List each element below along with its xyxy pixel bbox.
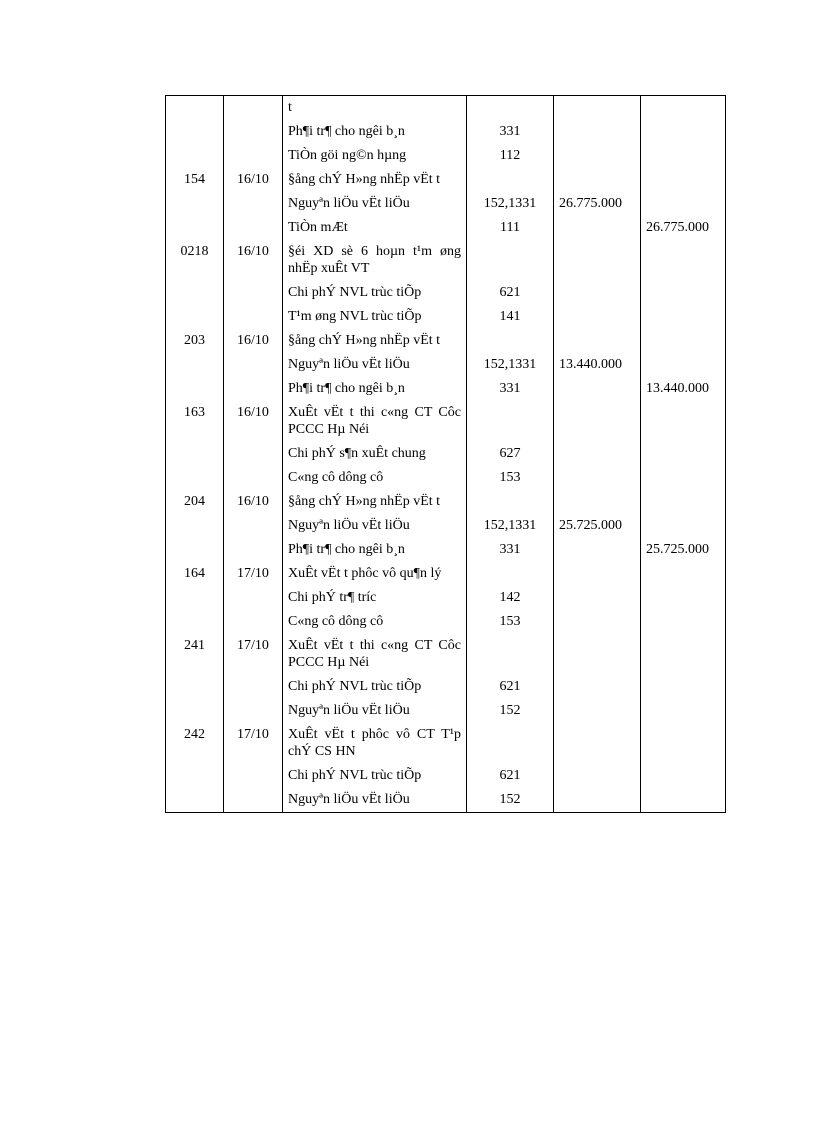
- credit-amount-cell: [641, 401, 726, 442]
- table-row: [166, 788, 726, 813]
- credit-amount-cell: 25.725.000: [641, 538, 726, 562]
- account-cell: [467, 168, 554, 192]
- table-row: [166, 634, 726, 675]
- date-cell: [224, 120, 283, 144]
- table-row: [166, 281, 726, 305]
- credit-amount-cell: 26.775.000: [641, 216, 726, 240]
- document-number-cell: 0218: [166, 240, 224, 281]
- document-number-cell: [166, 216, 224, 240]
- description-cell: TiÒn göi ng©n hµng: [283, 144, 467, 168]
- description-cell: Nguyªn liÖu vËt liÖu: [283, 699, 467, 723]
- document-number-cell: [166, 442, 224, 466]
- debit-amount-cell: 13.440.000: [554, 353, 641, 377]
- account-cell: 152,1331: [467, 514, 554, 538]
- document-number-cell: [166, 305, 224, 329]
- table-row: [166, 240, 726, 281]
- table-row: [166, 675, 726, 699]
- debit-amount-cell: [554, 377, 641, 401]
- credit-amount-cell: [641, 442, 726, 466]
- date-cell: [224, 699, 283, 723]
- debit-amount-cell: [554, 562, 641, 586]
- document-number-cell: 204: [166, 490, 224, 514]
- description-cell: XuÊt vËt t thi c«ng CT Côc PCCC Hµ Néi: [283, 634, 467, 675]
- description-cell: Nguyªn liÖu vËt liÖu: [283, 514, 467, 538]
- table-row: [166, 144, 726, 168]
- account-cell: 153: [467, 610, 554, 634]
- table-row: [166, 442, 726, 466]
- table-row: [166, 562, 726, 586]
- debit-amount-cell: [554, 610, 641, 634]
- description-cell: Nguyªn liÖu vËt liÖu: [283, 788, 467, 813]
- document-number-cell: [166, 192, 224, 216]
- description-cell: §ång chÝ H»ng nhËp vËt t: [283, 490, 467, 514]
- debit-amount-cell: [554, 442, 641, 466]
- account-cell: [467, 490, 554, 514]
- table-row: [166, 538, 726, 562]
- table-row: [166, 192, 726, 216]
- account-cell: [467, 329, 554, 353]
- credit-amount-cell: [641, 723, 726, 764]
- debit-amount-cell: [554, 329, 641, 353]
- credit-amount-cell: [641, 788, 726, 813]
- table-row: [166, 120, 726, 144]
- debit-amount-cell: [554, 466, 641, 490]
- document-number-cell: 242: [166, 723, 224, 764]
- account-cell: 627: [467, 442, 554, 466]
- date-cell: 17/10: [224, 634, 283, 675]
- document-number-cell: [166, 120, 224, 144]
- description-cell: Ph¶i tr¶ cho ngêi b¸n: [283, 120, 467, 144]
- credit-amount-cell: [641, 675, 726, 699]
- document-number-cell: [166, 144, 224, 168]
- table-row: [166, 466, 726, 490]
- credit-amount-cell: [641, 281, 726, 305]
- table-row: [166, 764, 726, 788]
- document-number-cell: [166, 377, 224, 401]
- table-row: [166, 353, 726, 377]
- credit-amount-cell: [641, 634, 726, 675]
- credit-amount-cell: [641, 699, 726, 723]
- date-cell: 16/10: [224, 490, 283, 514]
- debit-amount-cell: [554, 144, 641, 168]
- date-cell: [224, 586, 283, 610]
- document-number-cell: [166, 675, 224, 699]
- account-cell: 621: [467, 675, 554, 699]
- debit-amount-cell: 25.725.000: [554, 514, 641, 538]
- date-cell: [224, 144, 283, 168]
- account-cell: 152,1331: [467, 353, 554, 377]
- credit-amount-cell: [641, 586, 726, 610]
- account-cell: [467, 634, 554, 675]
- document-number-cell: 154: [166, 168, 224, 192]
- table-row: [166, 490, 726, 514]
- account-cell: [467, 401, 554, 442]
- debit-amount-cell: [554, 723, 641, 764]
- date-cell: [224, 192, 283, 216]
- date-cell: 16/10: [224, 240, 283, 281]
- account-cell: 152: [467, 788, 554, 813]
- document-number-cell: [166, 764, 224, 788]
- date-cell: [224, 466, 283, 490]
- debit-amount-cell: [554, 168, 641, 192]
- date-cell: 17/10: [224, 723, 283, 764]
- description-cell: C«ng cô dông cô: [283, 466, 467, 490]
- description-cell: Ph¶i tr¶ cho ngêi b¸n: [283, 377, 467, 401]
- table-row: [166, 216, 726, 240]
- account-cell: [467, 723, 554, 764]
- account-cell: [467, 96, 554, 121]
- date-cell: 16/10: [224, 168, 283, 192]
- account-cell: 142: [467, 586, 554, 610]
- account-cell: 152: [467, 699, 554, 723]
- document-number-cell: 164: [166, 562, 224, 586]
- description-cell: TiÒn mÆt: [283, 216, 467, 240]
- date-cell: 17/10: [224, 562, 283, 586]
- description-cell: Nguyªn liÖu vËt liÖu: [283, 192, 467, 216]
- description-cell: Chi phÝ tr¶ tríc: [283, 586, 467, 610]
- debit-amount-cell: [554, 401, 641, 442]
- description-cell: t: [283, 96, 467, 121]
- table-row: [166, 723, 726, 764]
- debit-amount-cell: [554, 281, 641, 305]
- document-number-cell: [166, 788, 224, 813]
- description-cell: C«ng cô dông cô: [283, 610, 467, 634]
- account-cell: 331: [467, 120, 554, 144]
- account-cell: 112: [467, 144, 554, 168]
- debit-amount-cell: [554, 305, 641, 329]
- credit-amount-cell: [641, 490, 726, 514]
- description-cell: Ph¶i tr¶ cho ngêi b¸n: [283, 538, 467, 562]
- debit-amount-cell: [554, 764, 641, 788]
- debit-amount-cell: [554, 538, 641, 562]
- description-cell: XuÊt vËt t phôc vô qu¶n lý: [283, 562, 467, 586]
- description-cell: XuÊt vËt t thi c«ng CT Côc PCCC Hµ Néi: [283, 401, 467, 442]
- credit-amount-cell: [641, 353, 726, 377]
- date-cell: [224, 788, 283, 813]
- account-cell: 152,1331: [467, 192, 554, 216]
- table-row: [166, 514, 726, 538]
- account-cell: 111: [467, 216, 554, 240]
- date-cell: [224, 305, 283, 329]
- account-cell: 153: [467, 466, 554, 490]
- date-cell: [224, 442, 283, 466]
- debit-amount-cell: [554, 788, 641, 813]
- document-number-cell: [166, 466, 224, 490]
- table-row: [166, 401, 726, 442]
- account-cell: 141: [467, 305, 554, 329]
- document-number-cell: 241: [166, 634, 224, 675]
- description-cell: Chi phÝ NVL trùc tiÕp: [283, 764, 467, 788]
- description-cell: XuÊt vËt t phôc vô CT T¹p chÝ CS HN: [283, 723, 467, 764]
- date-cell: [224, 764, 283, 788]
- debit-amount-cell: [554, 490, 641, 514]
- journal-ledger-table: [165, 95, 726, 813]
- document-number-cell: [166, 538, 224, 562]
- table-row: [166, 377, 726, 401]
- table-row: [166, 699, 726, 723]
- debit-amount-cell: [554, 699, 641, 723]
- date-cell: [224, 281, 283, 305]
- credit-amount-cell: [641, 168, 726, 192]
- table-row: [166, 586, 726, 610]
- document-number-cell: [166, 281, 224, 305]
- account-cell: 331: [467, 377, 554, 401]
- credit-amount-cell: [641, 562, 726, 586]
- document-number-cell: 163: [166, 401, 224, 442]
- credit-amount-cell: [641, 610, 726, 634]
- date-cell: [224, 514, 283, 538]
- document-number-cell: [166, 514, 224, 538]
- credit-amount-cell: [641, 329, 726, 353]
- credit-amount-cell: [641, 192, 726, 216]
- table-row: [166, 305, 726, 329]
- account-cell: [467, 562, 554, 586]
- document-number-cell: [166, 699, 224, 723]
- description-cell: Chi phÝ NVL trùc tiÕp: [283, 281, 467, 305]
- document-number-cell: [166, 610, 224, 634]
- credit-amount-cell: [641, 305, 726, 329]
- description-cell: §ång chÝ H»ng nhËp vËt t: [283, 168, 467, 192]
- date-cell: [224, 610, 283, 634]
- date-cell: [224, 216, 283, 240]
- date-cell: 16/10: [224, 329, 283, 353]
- document-number-cell: [166, 96, 224, 121]
- description-cell: Chi phÝ s¶n xuÊt chung: [283, 442, 467, 466]
- document-number-cell: [166, 353, 224, 377]
- table-row: [166, 96, 726, 121]
- debit-amount-cell: [554, 216, 641, 240]
- account-cell: 621: [467, 764, 554, 788]
- description-cell: Nguyªn liÖu vËt liÖu: [283, 353, 467, 377]
- date-cell: [224, 675, 283, 699]
- table-row: [166, 168, 726, 192]
- table-row: [166, 610, 726, 634]
- date-cell: [224, 353, 283, 377]
- debit-amount-cell: [554, 120, 641, 144]
- credit-amount-cell: 13.440.000: [641, 377, 726, 401]
- description-cell: §ång chÝ H»ng nhËp vËt t: [283, 329, 467, 353]
- credit-amount-cell: [641, 514, 726, 538]
- table-row: [166, 329, 726, 353]
- account-cell: 621: [467, 281, 554, 305]
- description-cell: Chi phÝ NVL trùc tiÕp: [283, 675, 467, 699]
- ledger-body: [166, 96, 726, 813]
- credit-amount-cell: [641, 144, 726, 168]
- date-cell: [224, 538, 283, 562]
- debit-amount-cell: [554, 675, 641, 699]
- debit-amount-cell: [554, 96, 641, 121]
- debit-amount-cell: [554, 634, 641, 675]
- date-cell: 16/10: [224, 401, 283, 442]
- account-cell: 331: [467, 538, 554, 562]
- debit-amount-cell: 26.775.000: [554, 192, 641, 216]
- account-cell: [467, 240, 554, 281]
- credit-amount-cell: [641, 240, 726, 281]
- description-cell: T¹m øng NVL trùc tiÕp: [283, 305, 467, 329]
- debit-amount-cell: [554, 586, 641, 610]
- description-cell: §éi XD sè 6 hoµn t¹m øng nhËp xuÊt VT: [283, 240, 467, 281]
- date-cell: [224, 377, 283, 401]
- credit-amount-cell: [641, 764, 726, 788]
- credit-amount-cell: [641, 466, 726, 490]
- document-number-cell: 203: [166, 329, 224, 353]
- credit-amount-cell: [641, 120, 726, 144]
- date-cell: [224, 96, 283, 121]
- document-number-cell: [166, 586, 224, 610]
- debit-amount-cell: [554, 240, 641, 281]
- credit-amount-cell: [641, 96, 726, 121]
